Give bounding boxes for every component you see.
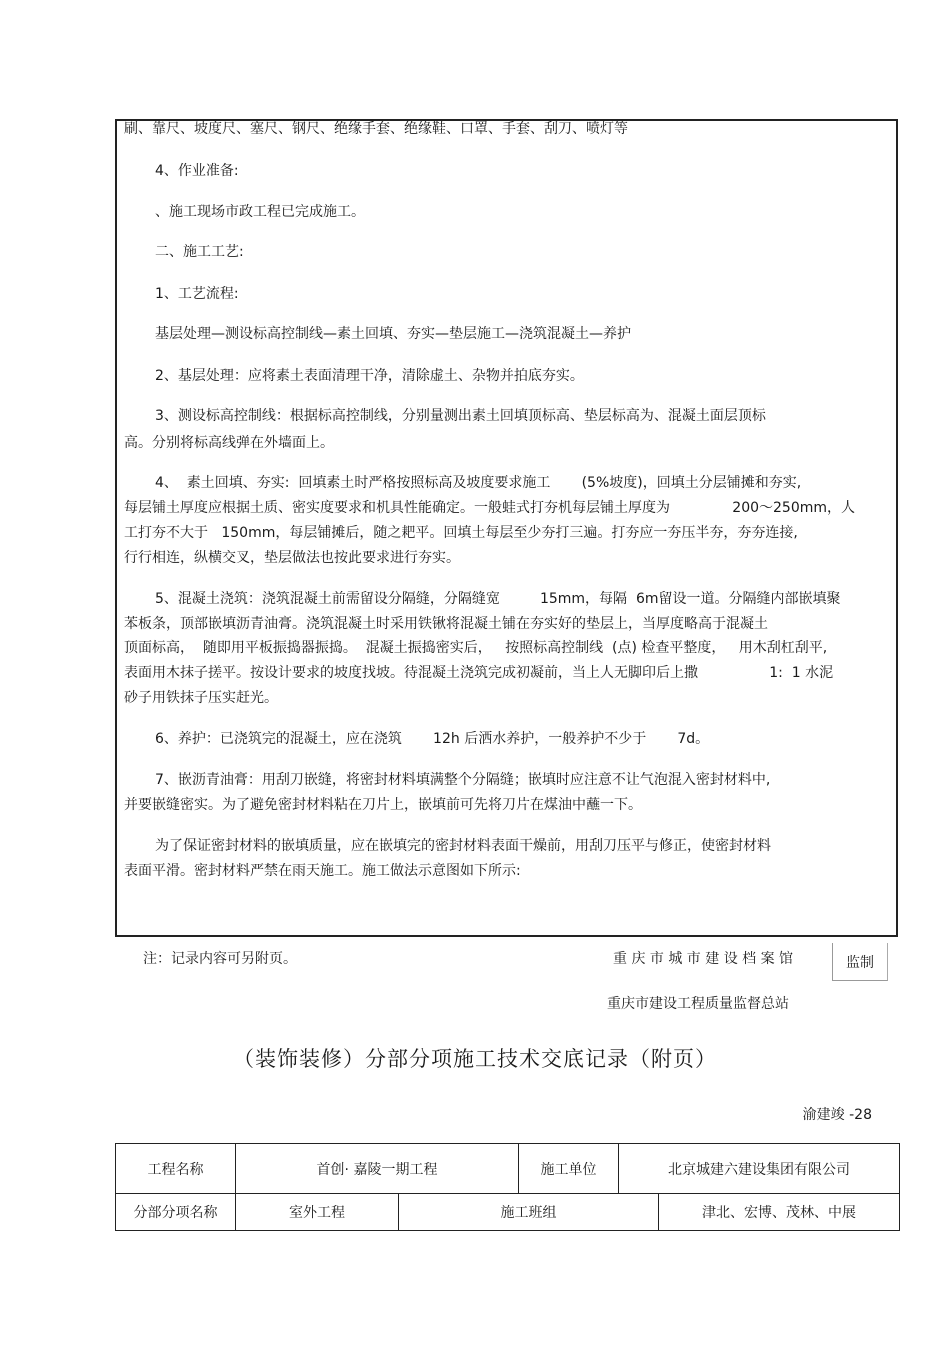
- text-line: 高。分别将标高线弹在外墙面上。: [124, 435, 334, 451]
- section-heading: 二、施工工艺:: [155, 244, 244, 260]
- text-line: 3、测设标高控制线：根据标高控制线，分别量测出素土回填顶标高、垫层标高为、混凝土面层顶标: [155, 408, 766, 424]
- station-name: 重庆市建设工程质量监督总站: [607, 996, 789, 1012]
- supervision-label: 监制: [846, 954, 874, 971]
- text-line: 2、基层处理：应将素土表面清理干净，清除虚土、杂物并拍底夯实。: [155, 368, 584, 384]
- text-line: 行行相连，纵横交叉，垫层做法也按此要求进行夯实。: [124, 550, 460, 566]
- text-line: 砂子用铁抹子压实赶光。: [124, 690, 278, 706]
- subproject-label: 分部分项名称: [116, 1194, 236, 1231]
- footer-note: 注：记录内容可另附页。: [143, 951, 297, 967]
- page-title: （装饰装修）分部分项施工技术交底记录（附页）: [233, 1047, 717, 1071]
- archive-name: 重 庆 市 城 市 建 设 档 案 馆: [613, 951, 794, 967]
- text-line: 6、养护：已浇筑完的混凝土，应在浇筑 12h 后洒水养护，一般养护不少于 7d。: [155, 731, 710, 747]
- text-line: 、施工现场市政工程已完成施工。: [155, 204, 365, 220]
- table-row: [116, 1194, 900, 1231]
- text-line: 苯板条，顶部嵌填沥青油膏。浇筑混凝土时采用铁锹将混凝土铺在夯实好的垫层上，当厚度略高于混凝土: [124, 616, 768, 632]
- subproject-value: 室外工程: [236, 1194, 399, 1231]
- team-label: 施工班组: [399, 1194, 659, 1231]
- text-line: 7、嵌沥青油膏：用刮刀嵌缝，将密封材料填满整个分隔缝；嵌填时应注意不让气泡混入密封材料中,: [155, 772, 771, 788]
- text-line: 5、混凝土浇筑：浇筑混凝土前需留设分隔缝，分隔缝宽 15mm，每隔 6m留设一道。分隔缝内部嵌填聚: [155, 591, 841, 607]
- text-line: 每层铺土厚度应根据土质、密实度要求和机具性能确定。一般蛙式打夯机每层铺土厚度为 200～250mm，人: [124, 500, 856, 516]
- contractor-label: 施工单位: [519, 1144, 619, 1194]
- project-name-label: 工程名称: [116, 1144, 236, 1194]
- text-line: 1、工艺流程:: [155, 286, 239, 302]
- project-info-table: [115, 1143, 900, 1231]
- text-line: 刷、靠尺、坡度尺、塞尺、钢尺、绝缘手套、绝缘鞋、口罩、手套、刮刀、喷灯等: [124, 121, 628, 137]
- project-name-value: 首创· 嘉陵一期工程: [236, 1144, 519, 1194]
- text-line: 顶面标高， 随即用平板振捣器振捣。 混凝土振捣密实后， 按照标高控制线 (点) 检查平整度， 用木刮杠刮平,: [124, 640, 828, 656]
- table-row: [116, 1144, 900, 1194]
- text-line: 为了保证密封材料的嵌填质量，应在嵌填完的密封材料表面干燥前，用刮刀压平与修正，使密封材料: [155, 838, 771, 854]
- text-line: 表面平滑。密封材料严禁在雨天施工。施工做法示意图如下所示:: [124, 863, 521, 879]
- team-value: 津北、宏博、茂林、中展: [659, 1194, 900, 1231]
- text-line: 4、 素土回填、夯实: 回填素土时严格按照标高及坡度要求施工 (5%坡度)，回填土分层铺摊和夯实,: [155, 475, 802, 491]
- text-line: 4、作业准备:: [155, 163, 239, 179]
- text-line: 并要嵌缝密实。为了避免密封材料粘在刀片上，嵌填前可先将刀片在煤油中蘸一下。: [124, 797, 642, 813]
- text-line: 表面用木抹子搓平。按设计要求的坡度找坡。待混凝土浇筑完成初凝前，当上人无脚印后上撒 1: 1 水泥: [124, 665, 834, 681]
- text-line: 工打夯不大于 150mm，每层铺摊后，随之耙平。回填土每层至少夯打三遍。打夯应一夯压半夯，夯夯连接,: [124, 525, 798, 541]
- form-number: 渝建竣 -28: [802, 1107, 872, 1123]
- text-line: 基层处理—测设标高控制线—素土回填、夯实—垫层施工—浇筑混凝土—养护: [155, 326, 631, 342]
- contractor-value: 北京城建六建设集团有限公司: [619, 1144, 900, 1194]
- supervision-box: [832, 943, 888, 981]
